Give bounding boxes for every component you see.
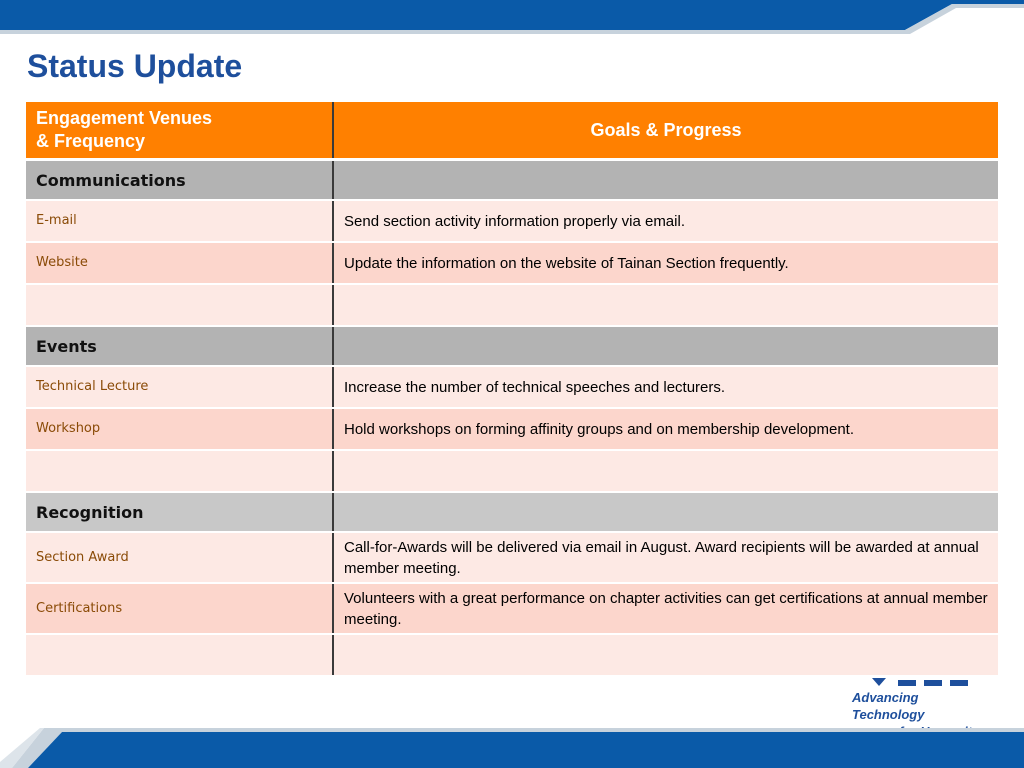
section-empty-cell: [333, 160, 998, 201]
section-row-recognition: [26, 492, 998, 532]
table-row-blank: [26, 634, 998, 676]
goal-cell: Send section activity information properly via email.: [333, 200, 998, 242]
venue-cell: E-mail: [26, 200, 333, 242]
table-row: [26, 583, 998, 634]
section-label: Events: [26, 326, 333, 366]
goal-cell: [333, 284, 998, 326]
goal-cell: [333, 450, 998, 492]
section-label: Communications: [26, 160, 333, 201]
goal-cell: Call-for-Awards will be delivered via email in August. Award recipients will be awarded at annual member meeting.: [333, 532, 998, 583]
section-label: Recognition: [26, 492, 333, 532]
ieee-logo-mark: [872, 678, 982, 688]
section-row-events: [26, 326, 998, 366]
venue-cell: Section Award: [26, 532, 333, 583]
venue-cell: Certifications: [26, 583, 333, 634]
tagline-line-1: Advancing Technology: [852, 690, 925, 722]
section-row-communications: [26, 160, 998, 201]
table-row-blank: [26, 450, 998, 492]
goal-cell: Hold workshops on forming affinity groups and on membership development.: [333, 408, 998, 450]
table-row: [26, 532, 998, 583]
header-engagement-venues: [26, 102, 333, 160]
page-title: Status Update: [27, 48, 243, 84]
section-empty-cell: [333, 492, 998, 532]
table-row-blank: [26, 284, 998, 326]
goal-cell: Volunteers with a great performance on chapter activities can get certifications at annual member meeting.: [333, 583, 998, 634]
table-row: [26, 408, 998, 450]
table-row: [26, 242, 998, 284]
goal-cell: Increase the number of technical speeches and lecturers.: [333, 366, 998, 408]
header-goals-progress: Goals & Progress: [333, 102, 998, 160]
venue-cell: [26, 634, 333, 676]
venue-cell: Website: [26, 242, 333, 284]
venue-cell: [26, 450, 333, 492]
venue-cell: [26, 284, 333, 326]
table-row: [26, 366, 998, 408]
venue-cell: Workshop: [26, 408, 333, 450]
table-row: [26, 200, 998, 242]
goal-cell: [333, 634, 998, 676]
header-col1-line1: Engagement Venues: [36, 108, 213, 128]
status-table: [26, 102, 998, 677]
bottom-banner: [0, 728, 1024, 768]
header-col1-line2: & Frequency: [36, 131, 146, 151]
table-header-row: [26, 102, 998, 160]
section-empty-cell: [333, 326, 998, 366]
goal-cell: Update the information on the website of Tainan Section frequently.: [333, 242, 998, 284]
top-banner: [0, 0, 1024, 34]
venue-cell: Technical Lecture: [26, 366, 333, 408]
